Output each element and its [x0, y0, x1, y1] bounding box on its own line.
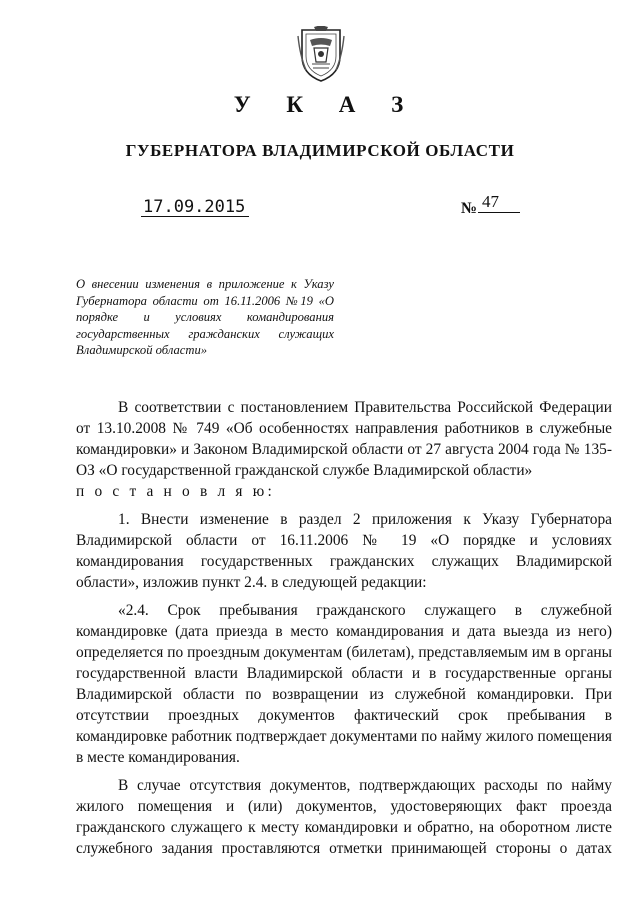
- final-paragraph: В случае отсутствия документов, подтверждающих расходы по найму жилого помещения и (или) документов, удостоверяющих факт проезда гражданского служащего к месту командировки и обратно, на оборотном листе служебного задания проставляются отметки принимающей стороны о датах: [76, 777, 612, 857]
- item-2-4-paragraph: «2.4. Срок пребывания гражданского служащего в служебной командировке (дата приезда в место командирования и дата выезда из него) определяется по проездным документам (билетам), представляемым им в органы государственной власти Владимирской области и в государственные органы Владимирской области по возвращении из служебной командировки. При отсутствии проездных документов фактический срок пребывания в командировке работник подтверждает документами по найму жилого помещения в месте командирования.: [76, 602, 612, 766]
- document-caption: О внесении изменения в приложение к Указу Губернатора области от 16.11.2006 №19 «О порядке и условиях командирования государственных гражданских служащих Владимирской области»: [76, 277, 334, 358]
- number-sign: №: [461, 200, 478, 217]
- decree-word: п о с т а н о в л я ю:: [76, 483, 275, 500]
- preamble-paragraph: В соответствии с постановлением Правительства Российской Федерации от 13.10.2008 № 749 «Об особенностях направления работников в служебные командировки» и Законом Владимирской области от 27 августа 2004 года № 135-ОЗ «О государственной гражданской службе Владимирской области»: [76, 399, 612, 479]
- document-number: 47: [478, 192, 520, 213]
- item-1-paragraph: 1. Внести изменение в раздел 2 приложения к Указу Губернатора Владимирской области от 16.11.2006 № 19 «О порядке и условиях командирования государственных гражданских служащих Владимирской области», изложив пункт 2.4. в следующей редакции:: [76, 511, 612, 591]
- document-title: У К А З: [233, 92, 419, 117]
- document-date: 17.09.2015: [141, 198, 249, 217]
- coat-of-arms-icon: [296, 26, 346, 84]
- document-body: [76, 397, 612, 859]
- document-subtitle: ГУБЕРНАТОРА ВЛАДИМИРСКОЙ ОБЛАСТИ: [125, 141, 515, 160]
